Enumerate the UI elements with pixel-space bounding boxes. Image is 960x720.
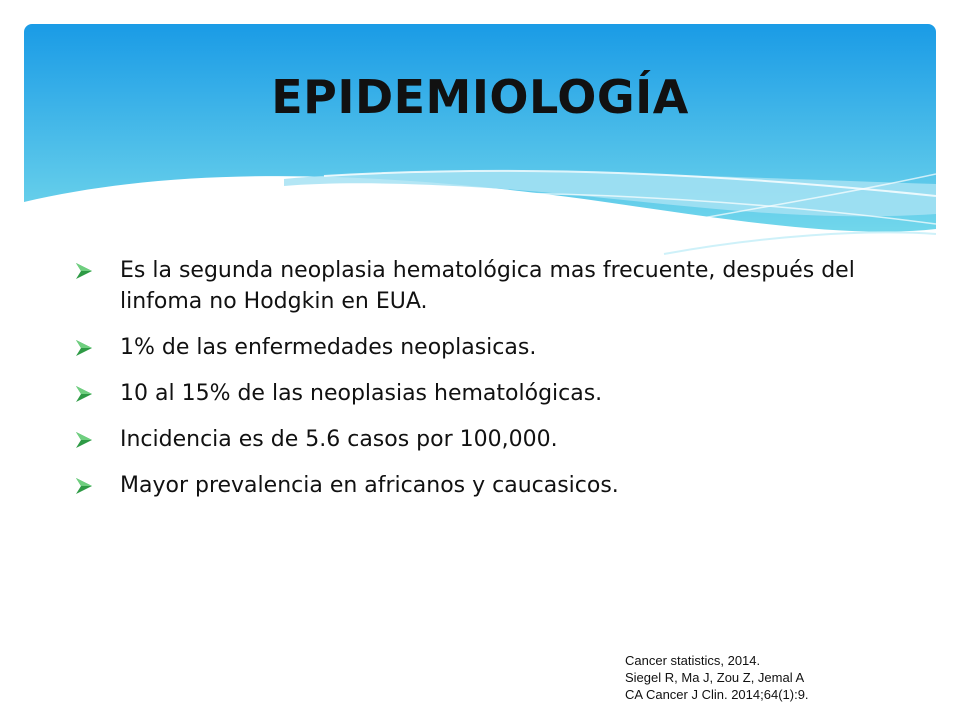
reference-line-authors: Siegel R, Ma J, Zou Z, Jemal A [625,670,805,685]
bullet-item [74,378,894,409]
bullet-item [74,332,894,363]
header-banner [24,24,936,264]
arrowhead-bullet-icon [74,338,94,358]
arrowhead-bullet-icon [74,476,94,496]
bullet-text: Es la segunda neoplasia hematológica mas frecuente, después del linfoma no Hodgkin en EUA. [120,258,855,314]
bullet-item [74,255,894,317]
bullet-list [74,255,894,516]
reference-line-journal: CA Cancer J Clin. 2014;64(1):9. [625,687,809,702]
arrowhead-bullet-icon [74,261,94,281]
reference-citation [625,652,945,703]
bullet-text: Incidencia es de 5.6 casos por 100,000. [120,427,558,452]
bullet-item [74,470,894,501]
bullet-text: 1% de las enfermedades neoplasicas. [120,335,537,360]
arrowhead-bullet-icon [74,430,94,450]
bullet-item [74,424,894,455]
slide-title: EPIDEMIOLOGÍA [271,70,689,124]
arrowhead-bullet-icon [74,384,94,404]
bullet-text: Mayor prevalencia en africanos y caucasicos. [120,473,619,498]
header-wave-graphic [24,24,936,264]
bullet-text: 10 al 15% de las neoplasias hematológicas. [120,381,603,406]
reference-line-title: Cancer statistics, 2014. [625,653,761,668]
